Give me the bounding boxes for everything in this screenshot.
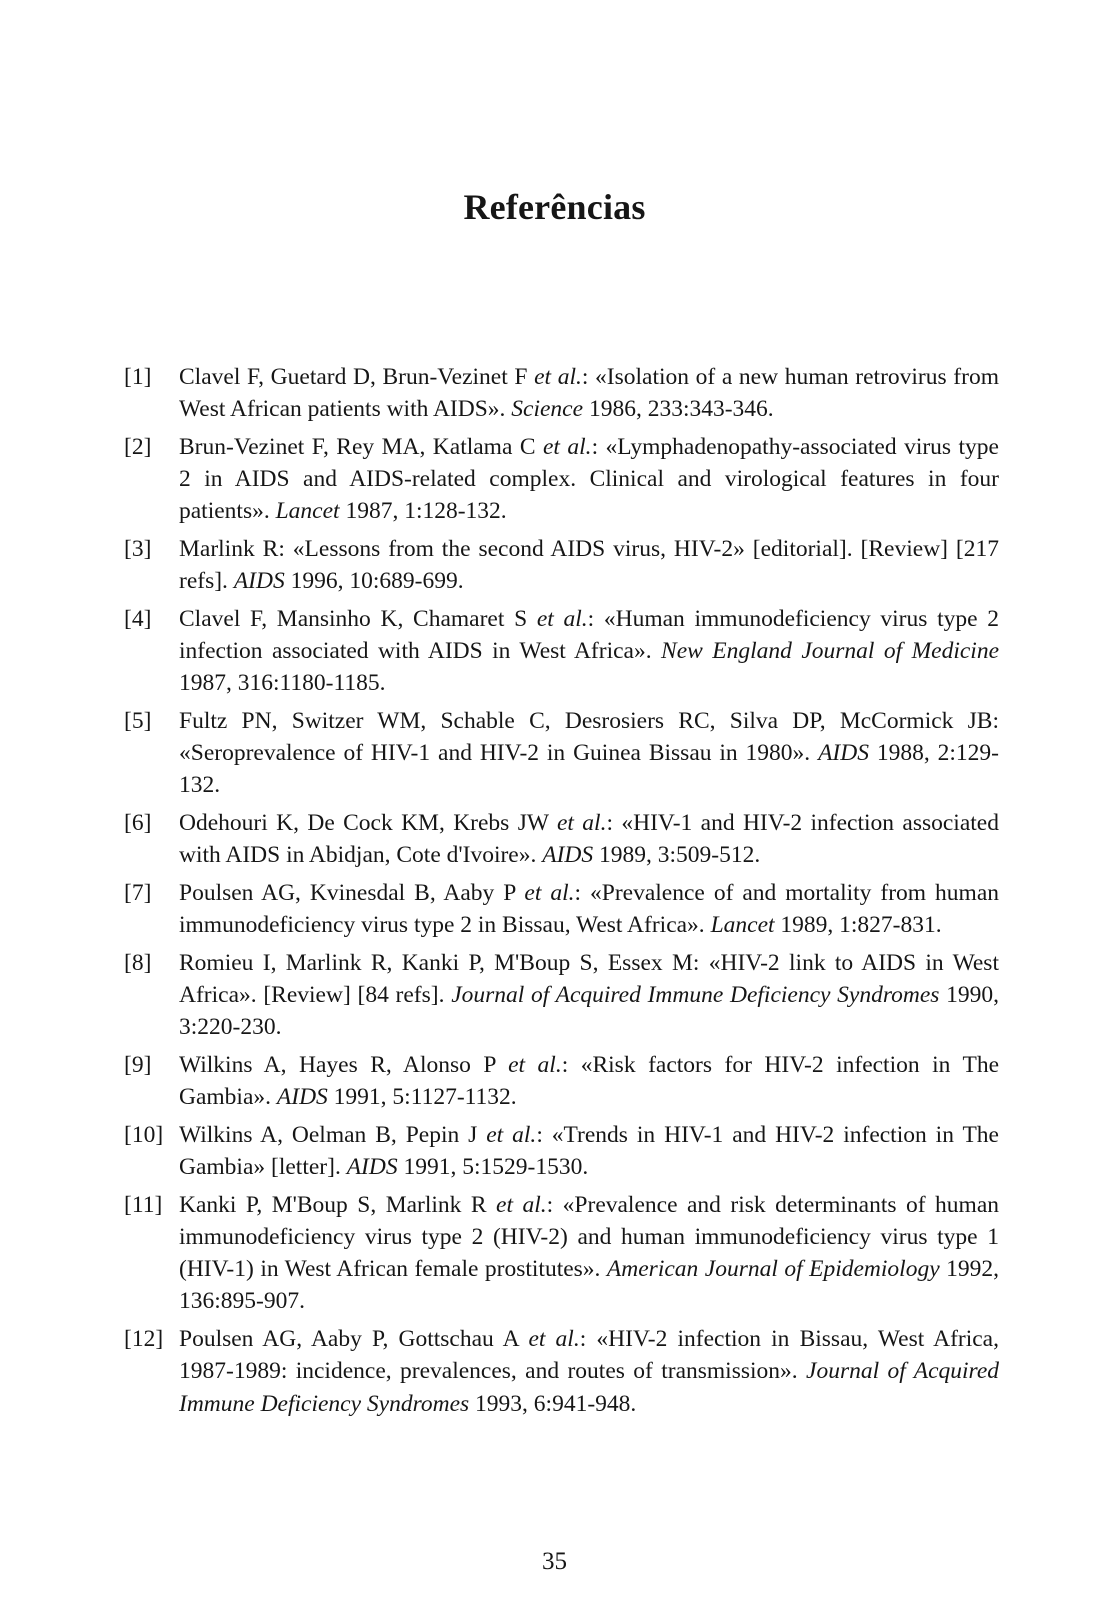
- reference-citation: 1987, 316:1180-1185.: [179, 670, 386, 697]
- reference-title: : «HIV-2 link to AIDS in West Africa». [Review] [84 refs].: [179, 949, 999, 1009]
- reference-item: [124, 361, 999, 425]
- reference-journal: American Journal of Epidemiology: [606, 1256, 940, 1283]
- reference-title: : «Lymphadenopathy-associated virus type 2 in AIDS and AIDS-related complex. Clinical and virological features in four patients».: [179, 433, 999, 525]
- reference-item: [124, 603, 999, 700]
- reference-item: [124, 1119, 999, 1183]
- reference-authors: Marlink R: [179, 536, 279, 563]
- reference-list: [124, 361, 999, 1425]
- reference-text: [179, 1192, 999, 1315]
- reference-number: [11]: [124, 1191, 163, 1218]
- reference-number: [10]: [124, 1121, 164, 1148]
- reference-authors: Clavel F, Mansinho K, Chamaret S: [179, 605, 537, 632]
- reference-citation: 1990, 3:220-230.: [179, 982, 1000, 1041]
- reference-authors: Poulsen AG, Kvinesdal B, Aaby P: [179, 880, 525, 907]
- reference-item: [124, 1189, 999, 1318]
- reference-number: [4]: [124, 605, 152, 632]
- reference-number: [3]: [124, 536, 152, 563]
- reference-authors: Fultz PN, Switzer WM, Schable C, Desrosiers RC, Silva DP, McCormick JB: [179, 708, 993, 735]
- reference-etal: et al.: [524, 880, 575, 907]
- reference-title: : «Trends in HIV-1 and HIV-2 infection in The Gambia» [letter].: [179, 1121, 999, 1181]
- reference-etal: et al.: [542, 433, 592, 460]
- reference-title: : «Seroprevalence of HIV-1 and HIV-2 in Guinea Bissau in 1980».: [179, 708, 999, 767]
- reference-item: [124, 807, 999, 871]
- reference-number: [5]: [124, 708, 152, 735]
- reference-etal: et al.: [556, 810, 607, 837]
- reference-title: : «HIV-1 and HIV-2 infection associated with AIDS in Abidjan, Cote d'Ivoire».: [179, 810, 999, 869]
- reference-title: : «Isolation of a new human retrovirus from West African patients with AIDS».: [179, 364, 999, 423]
- reference-journal: Lancet: [710, 912, 775, 939]
- reference-text: [179, 606, 999, 696]
- reference-citation: 1992, 136:895-907.: [179, 1256, 999, 1315]
- reference-etal: et al.: [536, 605, 588, 632]
- reference-number: [8]: [124, 949, 152, 976]
- reference-number: [7]: [124, 880, 152, 907]
- reference-citation: 1986, 233:343-346.: [583, 396, 774, 423]
- reference-text: [179, 1052, 999, 1110]
- reference-number: [1]: [124, 364, 152, 390]
- reference-etal: et al.: [496, 1191, 547, 1218]
- reference-citation: 1988, 2:129-132.: [179, 740, 999, 799]
- reference-journal: Lancet: [275, 498, 340, 525]
- reference-etal: et al.: [528, 1326, 580, 1353]
- reference-item: [124, 533, 999, 597]
- reference-authors: Wilkins A, Oelman B, Pepin J: [179, 1121, 487, 1148]
- reference-journal: AIDS: [818, 740, 869, 767]
- reference-text: [179, 1326, 999, 1416]
- reference-citation: 1989, 3:509-512.: [593, 842, 761, 869]
- reference-number: [9]: [124, 1052, 152, 1079]
- reference-journal: Journal of Acquired Immune Deficiency Syndromes: [179, 1358, 1000, 1417]
- reference-citation: 1987, 1:128-132.: [339, 498, 507, 525]
- reference-item: [124, 877, 999, 941]
- reference-text: [179, 950, 999, 1040]
- reference-etal: et al.: [486, 1121, 537, 1148]
- reference-title: : «Prevalence of and mortality from human immunodeficiency virus type 2 in Bissau, West Africa».: [179, 880, 999, 939]
- reference-number: [12]: [124, 1326, 164, 1353]
- reference-title: : «Prevalence and risk determinants of human immunodeficiency virus type 2 (HIV-2) and human immunodeficiency virus type 1 (HIV-1) in West African female prostitutes».: [179, 1191, 999, 1283]
- reference-authors: Odehouri K, De Cock KM, Krebs JW: [179, 810, 557, 837]
- reference-citation: 1993, 6:941-948.: [469, 1390, 637, 1417]
- reference-text: [179, 1122, 999, 1180]
- reference-item: [124, 705, 999, 802]
- reference-text: [179, 880, 999, 938]
- reference-item: [124, 1323, 999, 1420]
- reference-text: [179, 536, 999, 594]
- reference-citation: 1991, 5:1529-1530.: [397, 1154, 589, 1181]
- reference-etal: et al.: [534, 364, 582, 390]
- reference-authors: Clavel F, Guetard D, Brun-Vezinet F: [179, 364, 535, 390]
- reference-text: [179, 810, 999, 868]
- reference-citation: 1991, 5:1127-1132.: [327, 1084, 517, 1111]
- reference-title: : «Human immunodeficiency virus type 2 infection associated with AIDS in West Africa».: [179, 605, 999, 665]
- page-title: Referências: [463, 187, 646, 227]
- reference-authors: Kanki P, M'Boup S, Marlink R: [179, 1191, 497, 1218]
- reference-authors: Romieu I, Marlink R, Kanki P, M'Boup S, Essex M: [179, 949, 693, 976]
- reference-authors: Wilkins A, Hayes R, Alonso P: [179, 1052, 509, 1079]
- reference-item: [124, 431, 999, 528]
- reference-authors: Brun-Vezinet F, Rey MA, Katlama C: [179, 433, 543, 460]
- page-number: 35: [542, 1548, 567, 1575]
- reference-title: : «HIV-2 infection in Bissau, West Africa, 1987-1989: incidence, prevalences, and routes of transmission».: [179, 1326, 999, 1385]
- reference-etal: et al.: [508, 1052, 562, 1079]
- reference-journal: AIDS: [233, 568, 285, 595]
- reference-text: [179, 708, 999, 798]
- reference-title: : «Risk factors for HIV-2 infection in The Gambia».: [179, 1052, 999, 1111]
- reference-number: [6]: [124, 810, 152, 837]
- reference-citation: 1989, 1:827-831.: [774, 912, 942, 939]
- reference-text: [179, 364, 999, 422]
- reference-item: [124, 1049, 999, 1113]
- reference-journal: AIDS: [346, 1154, 398, 1181]
- reference-journal: Journal of Acquired Immune Deficiency Syndromes: [451, 982, 940, 1009]
- reference-text: [179, 434, 999, 524]
- reference-journal: AIDS: [276, 1084, 328, 1111]
- reference-number: [2]: [124, 433, 152, 460]
- reference-authors: Poulsen AG, Aaby P, Gottschau A: [179, 1326, 529, 1353]
- reference-item: [124, 947, 999, 1044]
- reference-title: : «Lessons from the second AIDS virus, HIV-2» [editorial]. [Review] [217 refs].: [179, 536, 999, 595]
- reference-journal: New England Journal of Medicine: [661, 638, 999, 665]
- reference-journal: AIDS: [542, 842, 594, 869]
- reference-journal: Science: [511, 396, 584, 423]
- reference-citation: 1996, 10:689-699.: [284, 568, 464, 595]
